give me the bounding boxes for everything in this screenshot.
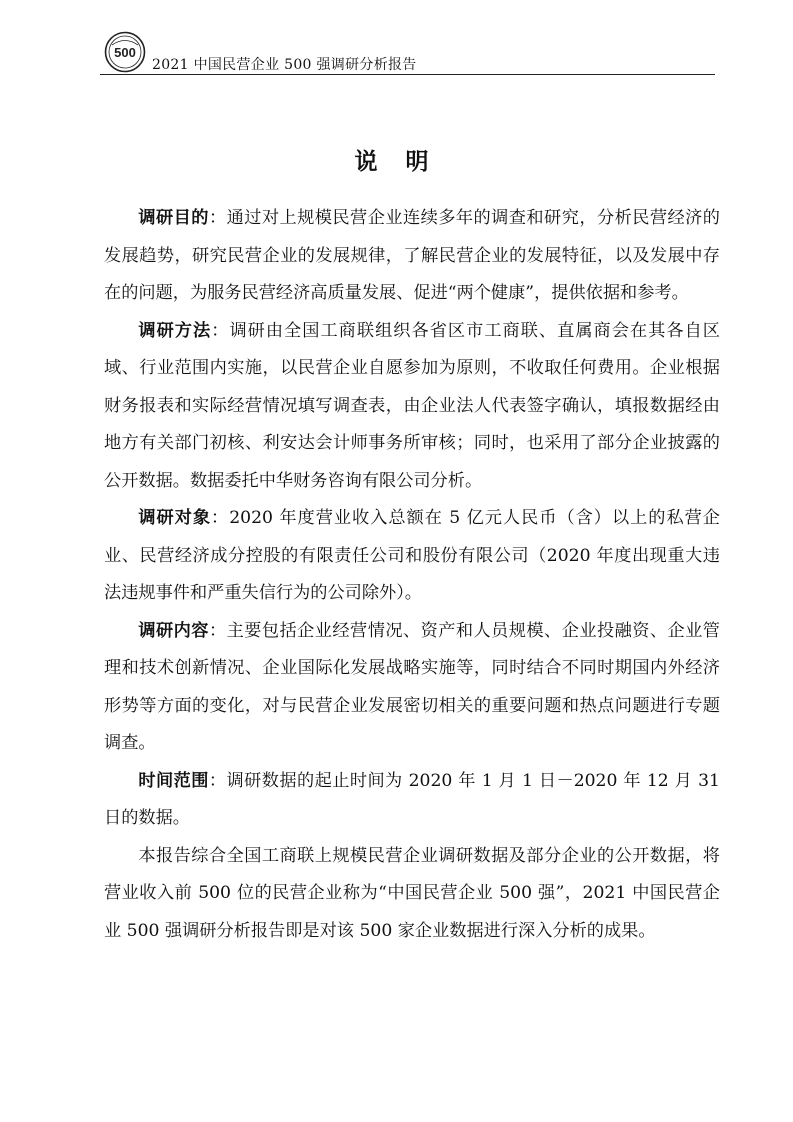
section-sep: ：	[208, 620, 227, 641]
header-rule	[100, 74, 715, 75]
section-sep: ：	[211, 320, 230, 341]
section-time-range	[104, 763, 720, 838]
section-term: 调研目的	[138, 208, 209, 228]
page-header	[100, 30, 715, 78]
section-sep: ：	[211, 508, 230, 528]
section-content	[104, 613, 720, 763]
document-body	[104, 200, 720, 950]
closing-paragraph: 本报告综合全国工商联上规模民营企业调研数据及部分企业的公开数据，将营业收入前 500 位的民营企业称为“中国民营企业 500 强”，2021 中国民营企业 500 强调研分析报告即是对该 500 家企业数据进行深入分析的成果。	[104, 845, 720, 941]
page-title: 说 明	[354, 148, 439, 175]
header-title: 2021 中国民营企业 500 强调研分析报告	[152, 57, 417, 73]
logo-label: 500	[114, 45, 136, 60]
section-sep: ：	[208, 208, 227, 228]
section-purpose	[104, 200, 720, 313]
section-term: 调研对象	[138, 508, 212, 528]
section-text: 通过对上规模民营企业连续多年的调查和研究，分析民营经济的发展趋势，研究民营企业的发展规律，了解民营企业的发展特征，以及发展中存在的问题，为服务民营经济高质量发展、促进“两个健康”，提供依据和参考。	[104, 208, 720, 303]
logo-icon	[104, 31, 146, 73]
section-subject	[104, 500, 720, 613]
section-term: 调研内容	[138, 620, 209, 641]
section-term: 调研方法	[138, 320, 212, 341]
section-sep: ：	[208, 770, 227, 791]
section-text: 调研数据的起止时间为 2020 年 1 月 1 日－2020 年 12 月 31 日的数据。	[104, 770, 720, 828]
section-text: 调研由全国工商联组织各省区市工商联、直属商会在其各自区域、行业范围内实施，以民营企业自愿参加为原则，不收取任何费用。企业根据财务报表和实际经营情况填写调查表，由企业法人代表签字确认，填报数据经由地方有关部门初核、利安达会计师事务所审核；同时，也采用了部分企业披露的公开数据。数据委托中华财务咨询有限公司分析。	[104, 320, 720, 491]
section-text: 主要包括企业经营情况、资产和人员规模、企业投融资、企业管理和技术创新情况、企业国际化发展战略实施等，同时结合不同时期国内外经济形势等方面的变化，对与民营企业发展密切相关的重要问题和热点问题进行专题调查。	[104, 620, 720, 753]
section-term: 时间范围	[138, 770, 209, 791]
section-method	[104, 313, 720, 501]
section-text: 2020 年度营业收入总额在 5 亿元人民币（含）以上的私营企业、民营经济成分控股的有限责任公司和股份有限公司（2020 年度出现重大违法违规事件和严重失信行为的公司除外）。	[104, 508, 720, 603]
